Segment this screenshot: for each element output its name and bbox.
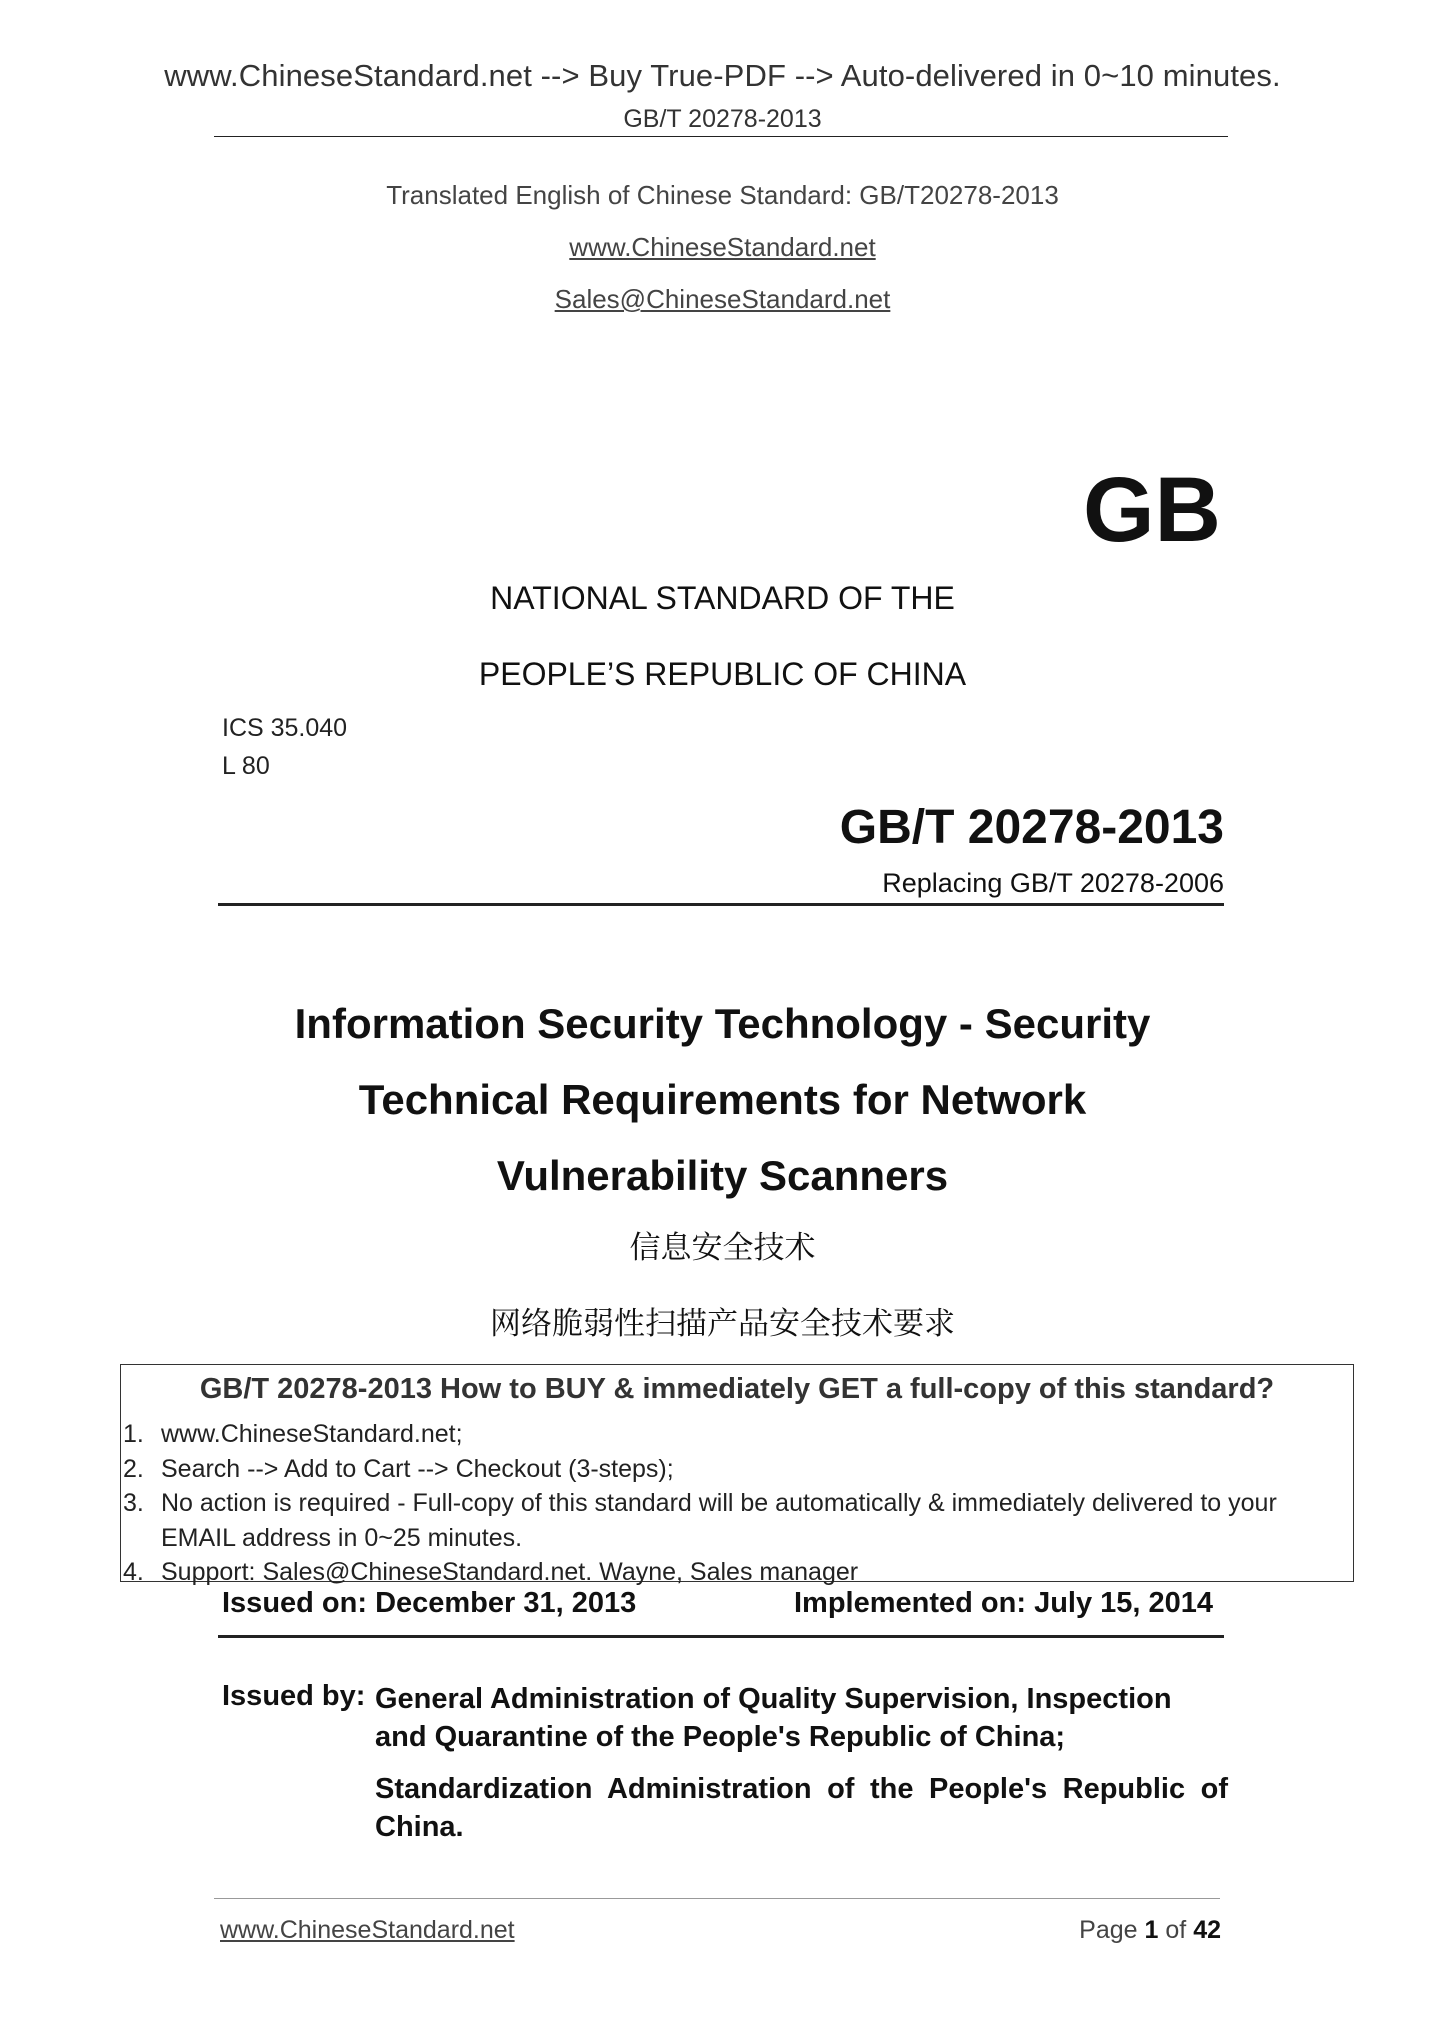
header-divider	[214, 136, 1228, 137]
buy-step	[121, 1555, 1351, 1590]
standard-number: GB/T 20278-2013	[839, 801, 1224, 854]
national-standard-line2: PEOPLE’S REPUBLIC OF CHINA	[478, 656, 967, 692]
implemented-on-date: Implemented on: July 15, 2014	[794, 1587, 1214, 1619]
page-total: 42	[1193, 1916, 1221, 1944]
buy-box	[120, 1364, 1354, 1586]
footer-divider	[214, 1898, 1220, 1899]
page-of: of	[1165, 1916, 1187, 1944]
ics-code: ICS 35.040	[222, 714, 348, 742]
national-standard-line1: NATIONAL STANDARD OF THE	[490, 580, 955, 616]
english-title-text: Information Security Technology - Security Technical Requirements for Network Vulnerability Scanners	[294, 1000, 1151, 1199]
buy-step-text: No action is required - Full-copy of this standard will be automatically & immediately delivered to your EMAIL address in 0~25 minutes.	[161, 1489, 1277, 1552]
english-title	[0, 986, 1445, 1214]
buy-step-number: 4.	[123, 1558, 144, 1586]
buy-step-number: 2.	[123, 1454, 144, 1483]
buy-step-text: www.ChineseStandard.net;	[161, 1420, 463, 1448]
issuer-sac: Standardization Administration of the People's Republic of China.	[375, 1773, 1228, 1843]
site-link[interactable]: www.ChineseStandard.net	[569, 232, 876, 262]
issued-on-date: Issued on: December 31, 2013	[222, 1587, 637, 1619]
buy-step	[121, 1486, 1351, 1555]
buy-step	[121, 1452, 1351, 1487]
replacing-note: Replacing GB/T 20278-2006	[882, 868, 1224, 898]
issued-by-label: Issued by:	[222, 1680, 366, 1712]
l-code: L 80	[222, 752, 270, 780]
buy-step-text: Search --> Add to Cart --> Checkout (3-steps);	[161, 1454, 674, 1483]
translated-notice: Translated English of Chinese Standard: GB/T20278-2013	[386, 180, 1059, 210]
buy-step	[121, 1417, 1351, 1452]
header-doc-code: GB/T 20278-2013	[623, 105, 822, 133]
buy-steps-list	[121, 1417, 1351, 1590]
footer-site-link[interactable]: www.ChineseStandard.net	[220, 1916, 515, 1944]
buy-step-number: 1.	[123, 1420, 144, 1448]
buy-step-text: Support: Sales@ChineseStandard.net. Wayne, Sales manager	[161, 1558, 859, 1586]
chinese-title-line1: 信息安全技术	[629, 1230, 816, 1266]
buy-box-heading: GB/T 20278-2013 How to BUY & immediately GET a full-copy of this standard?	[199, 1373, 1275, 1405]
page-label: Page	[1079, 1916, 1138, 1944]
standard-divider	[218, 903, 1224, 906]
issuer-aqsiq: General Administration of Quality Supervision, Inspection and Quarantine of the People's Republic of China;	[375, 1683, 1172, 1753]
gb-mark: GB	[1083, 459, 1221, 561]
buy-step-number: 3.	[123, 1489, 144, 1517]
page-number: 1	[1144, 1916, 1159, 1944]
page-indicator	[1079, 1916, 1221, 1945]
email-link[interactable]: Sales@ChineseStandard.net	[554, 284, 891, 314]
top-banner: www.ChineseStandard.net --> Buy True-PDF --> Auto-delivered in 0~10 minutes.	[164, 58, 1281, 93]
dates-divider	[218, 1635, 1224, 1638]
chinese-title-line2: 网络脆弱性扫描产品安全技术要求	[490, 1306, 955, 1342]
